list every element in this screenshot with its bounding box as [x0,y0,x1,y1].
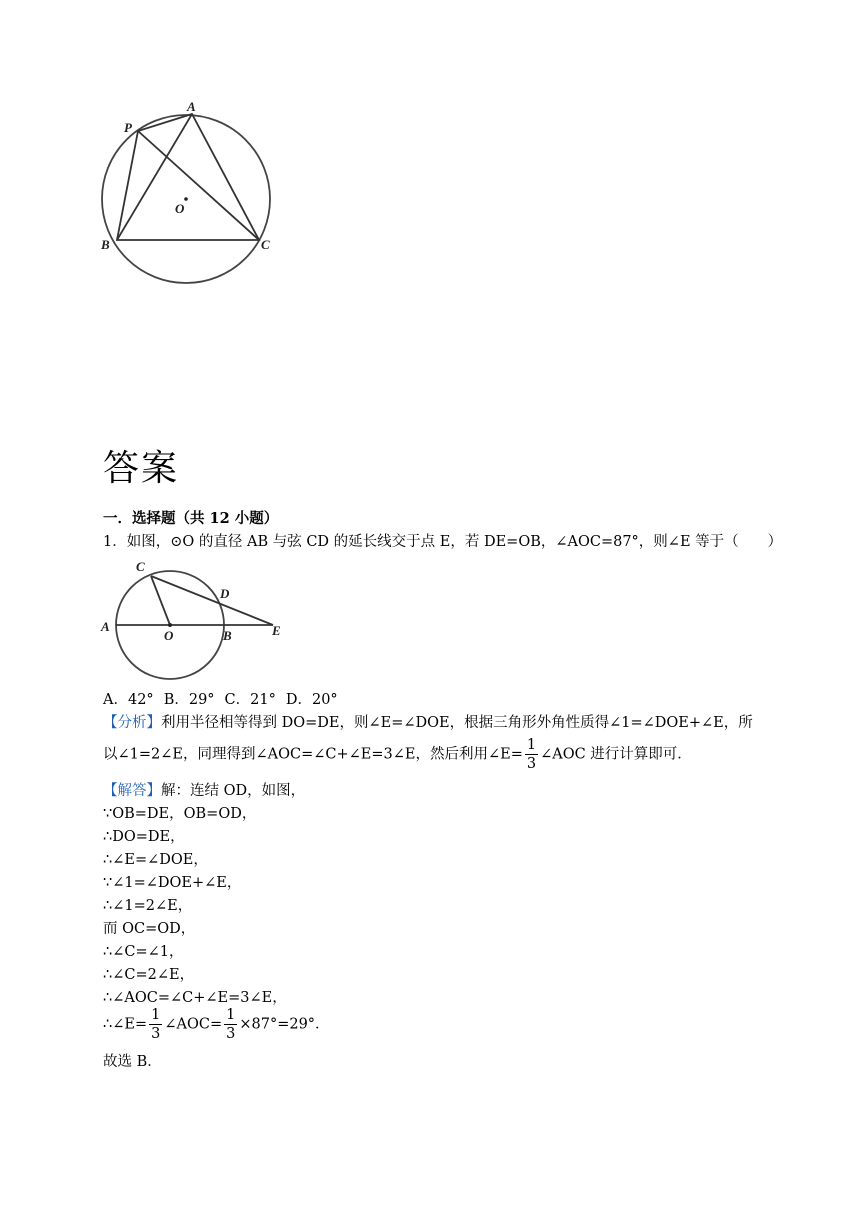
center-dot [184,197,188,201]
solution-step: ∴∠1=2∠E， [103,898,193,914]
solution-step: ∵OB=DE，OB=OD， [103,806,257,822]
label-o: O [175,201,185,216]
label-a: A [101,619,110,634]
solution-tag: 【解答】 [103,783,161,799]
center-dot [168,623,172,627]
final-post: ×87°=29°． [239,1016,330,1033]
fraction-one-third [525,736,538,773]
choice-c: C．21° [224,692,276,708]
label-c: C [261,237,270,252]
figure-circle-triangle [95,96,285,291]
analysis-text-1: 利用半径相等得到 DO=DE，则∠E=∠DOE，根据三角形外角性质得∠1=∠DOE+∠E，所 [161,715,753,731]
label-a: A [187,99,196,114]
solution-step: ∵∠1=∠DOE+∠E， [103,875,242,891]
answer-choices [103,690,348,710]
solution-step: 而 OC=OD， [103,921,196,937]
choice-d: D．20° [285,692,338,708]
question-text: 1．如图，⊙O 的直径 AB 与弦 CD 的延长线交于点 E，若 DE=OB，∠AOC=87°，则∠E 等于（ ） [103,534,783,550]
solution-step: ∴DO=DE， [103,829,185,845]
label-d: D [220,586,230,601]
figure-circle-secant [96,556,296,686]
figure1-svg [95,96,285,291]
label-c: C [136,559,145,574]
line-c-e [151,576,273,625]
analysis-text-2: 以∠1=2∠E，同理得到∠AOC=∠C+∠E=3∠E，然后利用∠E= [103,746,523,763]
label-b: B [223,628,232,643]
analysis-text-3: ∠AOC 进行计算即可． [540,746,692,763]
final-pre: ∴∠E= [103,1016,148,1033]
fraction-numerator: 1 [226,1007,236,1023]
label-e: E [272,623,281,638]
page-heading: 答案 [103,448,180,489]
choice-a: A．42° [103,692,154,708]
segment-pc [138,131,259,240]
section-title: 一．选择题（共 12 小题） [103,510,279,527]
choice-b: B．29° [163,692,215,708]
fraction-denominator: 3 [526,756,537,772]
solution-final [103,1006,330,1043]
solution-step: ∴∠C=2∠E， [103,967,195,983]
final-mid: ∠AOC= [164,1016,223,1033]
fraction-one-third [224,1006,237,1043]
label-b: B [101,237,110,252]
analysis-tag: 【分析】 [103,715,161,731]
fraction-numerator: 1 [526,737,537,753]
solution-first: 解：连结 OD，如图， [161,783,306,799]
solution-step: ∴∠C=∠1， [103,944,184,960]
analysis-line-1 [103,713,753,733]
solution-step: ∴∠AOC=∠C+∠E=3∠E， [103,990,287,1006]
fraction-one-third [149,1006,162,1043]
figure2-svg [96,556,296,686]
solution-line-1 [103,781,305,801]
label-o: O [164,628,174,643]
label-p: P [124,120,132,135]
fraction-numerator: 1 [151,1007,161,1023]
analysis-line-2 [103,736,692,773]
solution-step: ∴∠E=∠DOE， [103,852,208,868]
solution-conclusion: 故选 B． [103,1054,162,1070]
fraction-denominator: 3 [226,1026,236,1042]
fraction-denominator: 3 [151,1026,161,1042]
